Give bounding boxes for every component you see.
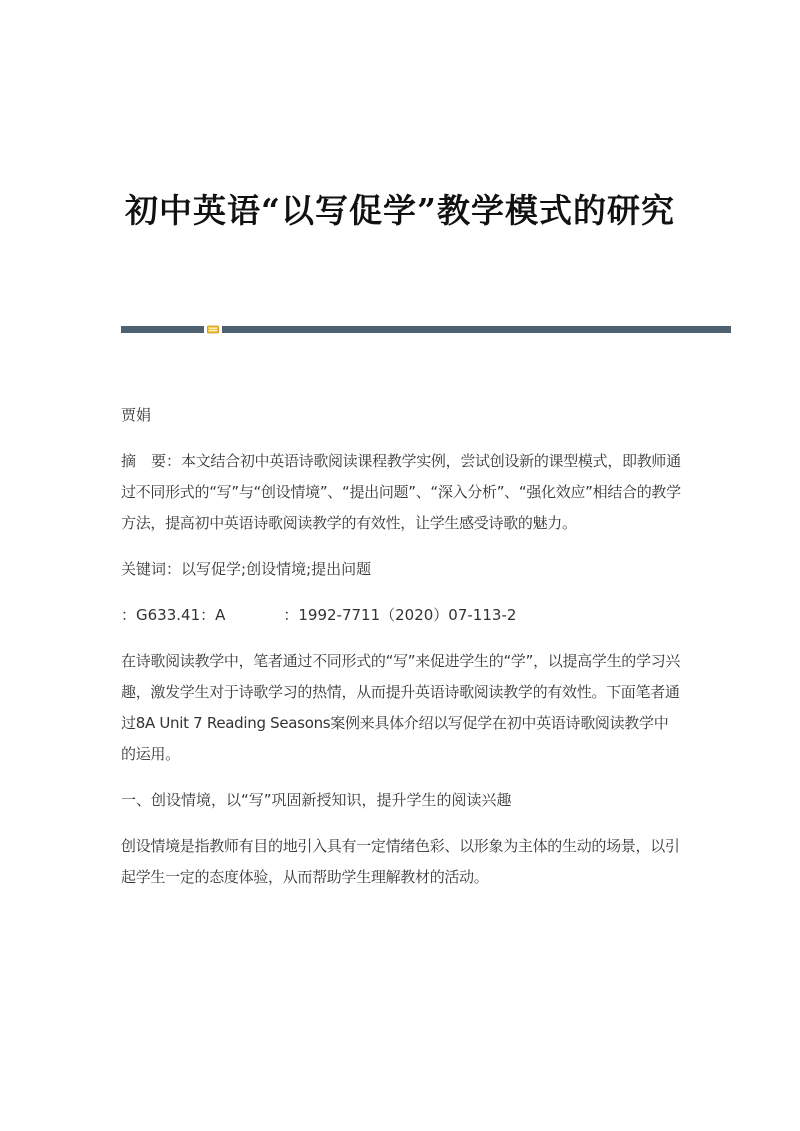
abstract-text: 本文结合初中英语诗歌阅读课程教学实例，尝试创设新的课型模式，即教师通过不同形式的“写”与“创设情境”、“提出问题”、“深入分析”、“强化效应”相结合的教学方法，提高初中英语诗歌阅读教学的有效性，让学生感受诗歌的魅力。 — [121, 452, 681, 532]
document-title: 初中英语“以写促学”教学模式的研究 — [125, 191, 675, 230]
divider-bar-right — [222, 326, 731, 333]
author-name: 贾娟 — [121, 406, 152, 424]
title-divider — [121, 326, 731, 334]
keywords-text: 以写促学;创设情境;提出问题 — [181, 560, 372, 578]
clc-number: ：G633.41：A — [121, 606, 226, 624]
abstract-label: 摘 要： — [121, 452, 182, 470]
issn-number: ：1992-7711（2020）07-113-2 — [283, 606, 517, 624]
abstract — [121, 446, 681, 539]
divider-bar-left — [121, 326, 204, 333]
document-body — [121, 400, 681, 893]
keywords-label: 关键词： — [121, 560, 182, 578]
pencil-icon — [207, 325, 219, 334]
classification-line — [121, 600, 681, 631]
body-paragraph: 创设情境是指教师有目的地引入具有一定情绪色彩、以形象为主体的生动的场景，以引起学生一定的态度体验，从而帮助学生理解教材的活动。 — [121, 837, 680, 886]
keywords — [121, 554, 681, 585]
body-paragraph: 在诗歌阅读教学中，笔者通过不同形式的“写”来促进学生的“学”，以提高学生的学习兴趣，激发学生对于诗歌学习的热情，从而提升英语诗歌阅读教学的有效性。下面笔者通过8A Unit 7 Reading Seasons案例来具体介绍以写促学在初中英语诗歌阅读教学中的运用。 — [121, 652, 681, 763]
section-heading: 一、创设情境，以“写”巩固新授知识，提升学生的阅读兴趣 — [121, 791, 512, 809]
